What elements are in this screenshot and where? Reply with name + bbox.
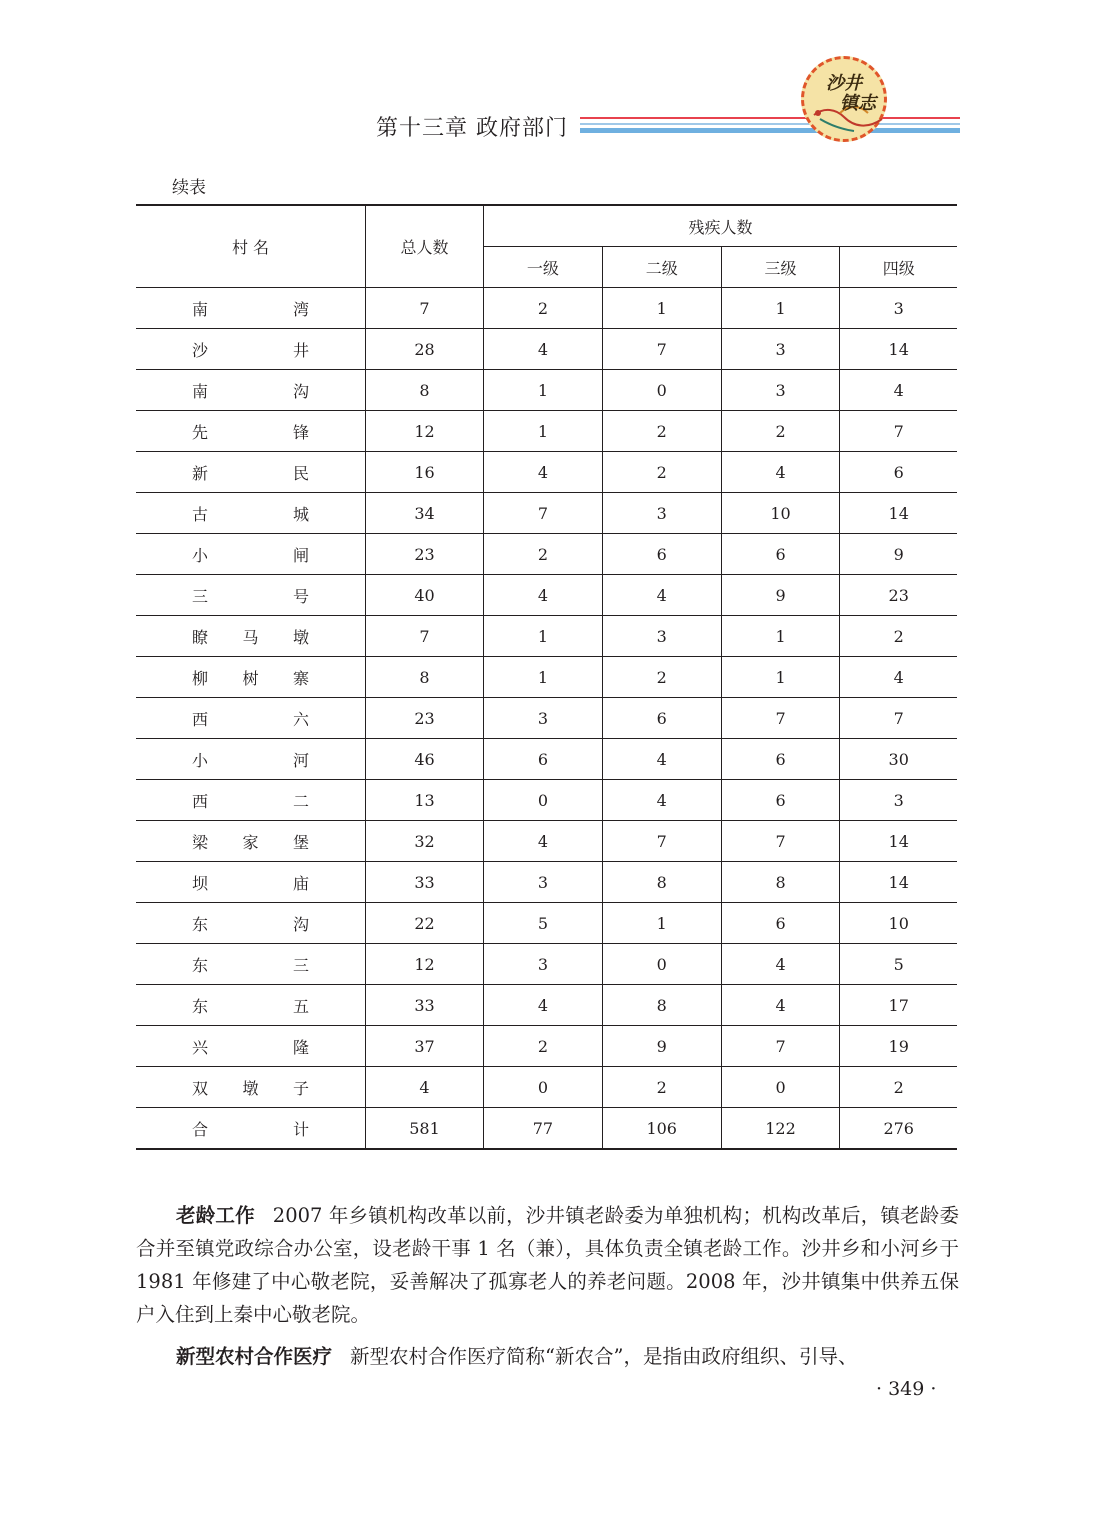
table-row [136, 370, 957, 411]
table-row [136, 739, 957, 780]
total-cell: 12 [366, 944, 484, 985]
village-name-char: 子 [292, 1078, 309, 1098]
total-cell: 4 [366, 1067, 484, 1108]
village-name-char: 庙 [292, 873, 309, 893]
level-4-cell: 7 [840, 698, 957, 739]
level-4-cell: 19 [840, 1026, 957, 1067]
table-row [136, 780, 957, 821]
village-name-char: 二 [292, 791, 309, 811]
village-name-char: 沟 [292, 381, 309, 401]
level-3-cell: 7 [721, 1026, 840, 1067]
disability-table [136, 204, 957, 1150]
level-1-cell: 2 [484, 534, 603, 575]
total-cell: 16 [366, 452, 484, 493]
level-3-cell: 1 [721, 288, 840, 329]
village-name-char: 柳 [192, 668, 209, 688]
level-4-cell: 4 [840, 657, 957, 698]
village-name-cell [136, 370, 366, 411]
table-row [136, 821, 957, 862]
level-3-cell: 4 [721, 452, 840, 493]
village-name-char: 家 [242, 832, 259, 852]
level-4-cell: 30 [840, 739, 957, 780]
village-name-char: 马 [242, 627, 259, 647]
village-name-char: 五 [292, 996, 309, 1016]
village-name-char: 墩 [242, 1078, 259, 1098]
page-number: · 349 · [876, 1378, 937, 1400]
level-3-cell: 1 [721, 616, 840, 657]
village-name-cell [136, 288, 366, 329]
village-name-char: 锋 [292, 422, 309, 442]
village-name-char: 先 [192, 422, 209, 442]
total-cell: 28 [366, 329, 484, 370]
level-3-cell: 4 [721, 944, 840, 985]
level-2-cell: 4 [602, 739, 721, 780]
total-cell: 581 [366, 1108, 484, 1150]
total-cell: 23 [366, 698, 484, 739]
level-3-cell: 10 [721, 493, 840, 534]
village-name-char: 南 [192, 381, 209, 401]
level-1-cell: 5 [484, 903, 603, 944]
level-2-cell: 1 [602, 903, 721, 944]
header-level-2: 二级 [602, 247, 721, 288]
level-1-cell: 3 [484, 698, 603, 739]
level-1-cell: 1 [484, 616, 603, 657]
seal-text-line2: 镇志 [840, 93, 876, 114]
total-cell: 13 [366, 780, 484, 821]
level-3-cell: 8 [721, 862, 840, 903]
total-cell: 40 [366, 575, 484, 616]
level-2-cell: 1 [602, 288, 721, 329]
level-2-cell: 6 [602, 534, 721, 575]
village-name-cell [136, 985, 366, 1026]
village-name-char: 小 [192, 750, 209, 770]
level-4-cell: 5 [840, 944, 957, 985]
level-2-cell: 8 [602, 985, 721, 1026]
table-row [136, 657, 957, 698]
level-1-cell: 77 [484, 1108, 603, 1150]
village-name-char: 六 [292, 709, 309, 729]
total-cell: 7 [366, 616, 484, 657]
total-cell: 46 [366, 739, 484, 780]
level-1-cell: 2 [484, 288, 603, 329]
level-4-cell: 17 [840, 985, 957, 1026]
table-row [136, 575, 957, 616]
village-name-char: 南 [192, 299, 209, 319]
table-body [136, 288, 957, 1150]
level-3-cell: 9 [721, 575, 840, 616]
total-cell: 22 [366, 903, 484, 944]
village-name-char: 双 [192, 1078, 209, 1098]
header-village: 村 名 [136, 205, 366, 288]
level-1-cell: 1 [484, 411, 603, 452]
header-level-4: 四级 [840, 247, 957, 288]
table-row [136, 1067, 957, 1108]
village-name-char: 河 [292, 750, 309, 770]
level-2-cell: 6 [602, 698, 721, 739]
header-disabled: 残疾人数 [484, 205, 958, 247]
level-2-cell: 8 [602, 862, 721, 903]
level-2-cell: 4 [602, 780, 721, 821]
level-1-cell: 3 [484, 944, 603, 985]
village-name-char: 三 [192, 586, 209, 606]
village-name-char: 墩 [292, 627, 309, 647]
level-4-cell: 23 [840, 575, 957, 616]
table-row [136, 329, 957, 370]
village-name-cell [136, 903, 366, 944]
village-name-char: 东 [192, 955, 209, 975]
total-cell: 34 [366, 493, 484, 534]
village-name-char: 城 [292, 504, 309, 524]
level-4-cell: 14 [840, 329, 957, 370]
village-name-cell [136, 575, 366, 616]
village-name-cell [136, 329, 366, 370]
village-name-char: 湾 [292, 299, 309, 319]
level-3-cell: 122 [721, 1108, 840, 1150]
level-4-cell: 3 [840, 780, 957, 821]
level-2-cell: 3 [602, 493, 721, 534]
level-2-cell: 0 [602, 370, 721, 411]
village-name-cell [136, 493, 366, 534]
village-name-char: 合 [192, 1119, 209, 1139]
level-2-cell: 106 [602, 1108, 721, 1150]
table-row [136, 903, 957, 944]
total-cell: 8 [366, 657, 484, 698]
village-name-char: 号 [292, 586, 309, 606]
table-row [136, 288, 957, 329]
level-1-cell: 1 [484, 657, 603, 698]
level-4-cell: 14 [840, 862, 957, 903]
level-2-cell: 0 [602, 944, 721, 985]
village-name-cell [136, 411, 366, 452]
village-name-char: 三 [292, 955, 309, 975]
village-name-cell [136, 944, 366, 985]
level-2-cell: 9 [602, 1026, 721, 1067]
level-4-cell: 14 [840, 821, 957, 862]
village-name-char: 闸 [292, 545, 309, 565]
level-1-cell: 6 [484, 739, 603, 780]
paragraph-text: 新型农村合作医疗简称“新农合”，是指由政府组织、引导、 [350, 1345, 858, 1368]
village-name-cell [136, 534, 366, 575]
village-name-char: 瞭 [192, 627, 209, 647]
level-2-cell: 4 [602, 575, 721, 616]
total-cell: 32 [366, 821, 484, 862]
level-4-cell: 2 [840, 1067, 957, 1108]
level-3-cell: 6 [721, 534, 840, 575]
seal-text-line1: 沙井 [826, 73, 862, 94]
level-4-cell: 276 [840, 1108, 957, 1150]
table-row [136, 1108, 957, 1150]
village-name-char: 井 [292, 340, 309, 360]
village-name-char: 兴 [192, 1037, 209, 1057]
level-1-cell: 4 [484, 821, 603, 862]
village-name-cell [136, 1108, 366, 1150]
paragraph-lead: 新型农村合作医疗 [176, 1345, 333, 1368]
total-cell: 23 [366, 534, 484, 575]
level-1-cell: 4 [484, 452, 603, 493]
table-row [136, 1026, 957, 1067]
level-3-cell: 2 [721, 411, 840, 452]
level-1-cell: 3 [484, 862, 603, 903]
level-1-cell: 4 [484, 985, 603, 1026]
level-4-cell: 9 [840, 534, 957, 575]
level-1-cell: 4 [484, 575, 603, 616]
level-4-cell: 10 [840, 903, 957, 944]
total-cell: 33 [366, 862, 484, 903]
level-1-cell: 0 [484, 1067, 603, 1108]
village-name-char: 东 [192, 996, 209, 1016]
village-name-char: 西 [192, 791, 209, 811]
total-cell: 8 [366, 370, 484, 411]
chapter-title: 第十三章 政府部门 [376, 116, 568, 141]
village-name-cell [136, 739, 366, 780]
level-4-cell: 2 [840, 616, 957, 657]
level-2-cell: 3 [602, 616, 721, 657]
village-name-cell [136, 452, 366, 493]
table-row [136, 411, 957, 452]
paragraph-text: 2007 年乡镇机构改革以前，沙井镇老龄委为单独机构；机构改革后，镇老龄委合并至镇党政综合办公室，设老龄干事 1 名（兼），具体负责全镇老龄工作。沙井乡和小河乡于 1981 年修建了中心敬老院，妥善解决了孤寡老人的养老问题。2008 年，沙井镇集中供养五保户入住到上秦中心敬老院。 [136, 1204, 959, 1326]
table-row [136, 452, 957, 493]
village-name-char: 堡 [292, 832, 309, 852]
level-4-cell: 6 [840, 452, 957, 493]
level-3-cell: 1 [721, 657, 840, 698]
level-2-cell: 7 [602, 329, 721, 370]
village-name-cell [136, 657, 366, 698]
village-name-char: 沟 [292, 914, 309, 934]
level-3-cell: 0 [721, 1067, 840, 1108]
village-name-char: 民 [292, 463, 309, 483]
header-level-1: 一级 [484, 247, 603, 288]
level-1-cell: 0 [484, 780, 603, 821]
level-4-cell: 7 [840, 411, 957, 452]
village-name-char: 小 [192, 545, 209, 565]
level-1-cell: 7 [484, 493, 603, 534]
level-4-cell: 3 [840, 288, 957, 329]
village-name-cell [136, 616, 366, 657]
level-2-cell: 2 [602, 1067, 721, 1108]
level-1-cell: 2 [484, 1026, 603, 1067]
header-rule [580, 117, 960, 137]
village-name-cell [136, 1026, 366, 1067]
total-cell: 37 [366, 1026, 484, 1067]
level-2-cell: 7 [602, 821, 721, 862]
village-name-cell [136, 862, 366, 903]
level-3-cell: 3 [721, 370, 840, 411]
level-3-cell: 3 [721, 329, 840, 370]
header-total: 总人数 [366, 205, 484, 288]
table-row [136, 944, 957, 985]
level-3-cell: 6 [721, 780, 840, 821]
village-name-char: 梁 [192, 832, 209, 852]
continued-table-label: 续表 [172, 178, 206, 198]
table-row [136, 698, 957, 739]
village-name-char: 坝 [192, 873, 209, 893]
header-level-3: 三级 [721, 247, 840, 288]
village-name-cell [136, 1067, 366, 1108]
table-row [136, 862, 957, 903]
level-3-cell: 4 [721, 985, 840, 1026]
total-cell: 33 [366, 985, 484, 1026]
level-4-cell: 4 [840, 370, 957, 411]
village-name-char: 新 [192, 463, 209, 483]
village-name-char: 寨 [292, 668, 309, 688]
table-row [136, 985, 957, 1026]
paragraph-aging-work [136, 1199, 959, 1331]
level-2-cell: 2 [602, 452, 721, 493]
village-name-char: 东 [192, 914, 209, 934]
village-name-char: 隆 [292, 1037, 309, 1057]
paragraph-rural-medical [136, 1340, 959, 1373]
level-1-cell: 4 [484, 329, 603, 370]
village-name-cell [136, 780, 366, 821]
village-name-char: 西 [192, 709, 209, 729]
level-4-cell: 14 [840, 493, 957, 534]
village-name-char: 古 [192, 504, 209, 524]
level-2-cell: 2 [602, 657, 721, 698]
level-3-cell: 6 [721, 739, 840, 780]
paragraph-lead: 老龄工作 [176, 1204, 255, 1227]
table-row [136, 616, 957, 657]
total-cell: 12 [366, 411, 484, 452]
book-seal-logo [801, 56, 887, 142]
village-name-cell [136, 698, 366, 739]
village-name-char: 计 [292, 1119, 309, 1139]
level-3-cell: 7 [721, 698, 840, 739]
table-row [136, 493, 957, 534]
total-cell: 7 [366, 288, 484, 329]
level-2-cell: 2 [602, 411, 721, 452]
level-1-cell: 1 [484, 370, 603, 411]
village-name-char: 沙 [192, 340, 209, 360]
village-name-cell [136, 821, 366, 862]
level-3-cell: 7 [721, 821, 840, 862]
table-row [136, 534, 957, 575]
level-3-cell: 6 [721, 903, 840, 944]
village-name-char: 树 [242, 668, 259, 688]
